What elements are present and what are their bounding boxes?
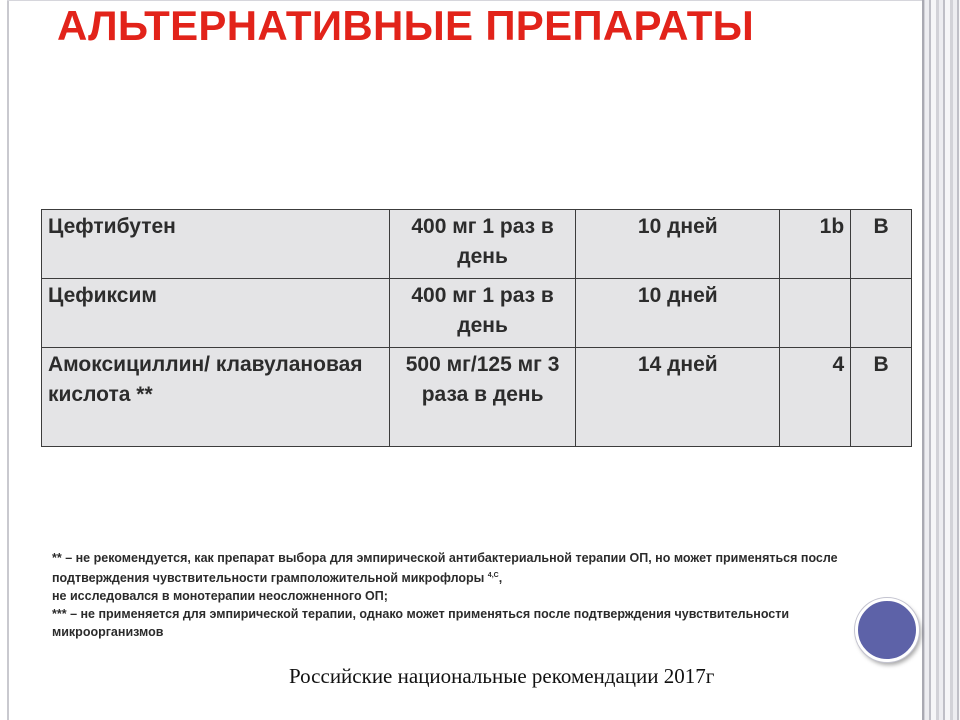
- slide-frame-left-line: [7, 0, 9, 720]
- footnote-line-1: ** – не рекомендуется, как препарат выбора для эмпирической антибактериальной терапии ОП, но может применяться после подтверждения чувствительности грамположительной микрофлоры: [52, 551, 838, 585]
- dose-cell: 400 мг 1 раз в день: [389, 279, 575, 348]
- duration-cell: 10 дней: [576, 279, 780, 348]
- drug-name-cell: Цефтибутен: [42, 210, 390, 279]
- drug-name-cell: Амоксициллин/ клавулановая кислота **: [42, 348, 390, 447]
- source-citation: Российские национальные рекомендации 2017г: [289, 664, 715, 688]
- footnote-double-star: [52, 549, 864, 587]
- evidence-level-cell: 4: [780, 348, 851, 447]
- footnote-reference: 4,C: [487, 572, 499, 579]
- table-row: [42, 348, 912, 447]
- decorative-right-stripes: [922, 0, 960, 720]
- grade-cell: [851, 279, 912, 348]
- decorative-circle: [855, 598, 919, 662]
- evidence-level-cell: 1b: [780, 210, 851, 279]
- grade-cell: B: [851, 210, 912, 279]
- drug-name-cell: Цефиксим: [42, 279, 390, 348]
- table-row: [42, 210, 912, 279]
- slide-title: АЛЬТЕРНАТИВНЫЕ ПРЕПАРАТЫ: [57, 2, 755, 49]
- dose-cell: 500 мг/125 мг 3 раза в день: [389, 348, 575, 447]
- footnote-triple-star: *** – не применяется для эмпирической терапии, однако может применяться после подтверждения чувствительности микроорганизмов: [52, 607, 790, 639]
- slide-frame-top-line: [7, 0, 923, 1]
- drug-table: [41, 209, 912, 447]
- footnote-line-2: не исследовался в монотерапии неосложненного ОП;: [52, 589, 388, 603]
- stripes-edge: [922, 0, 924, 720]
- evidence-level-cell: [780, 279, 851, 348]
- dose-cell: 400 мг 1 раз в день: [389, 210, 575, 279]
- footnotes: [52, 549, 864, 641]
- table-row: [42, 279, 912, 348]
- footnote-line-1-end: ,: [498, 571, 503, 585]
- duration-cell: 10 дней: [576, 210, 780, 279]
- duration-cell: 14 дней: [576, 348, 780, 447]
- grade-cell: B: [851, 348, 912, 447]
